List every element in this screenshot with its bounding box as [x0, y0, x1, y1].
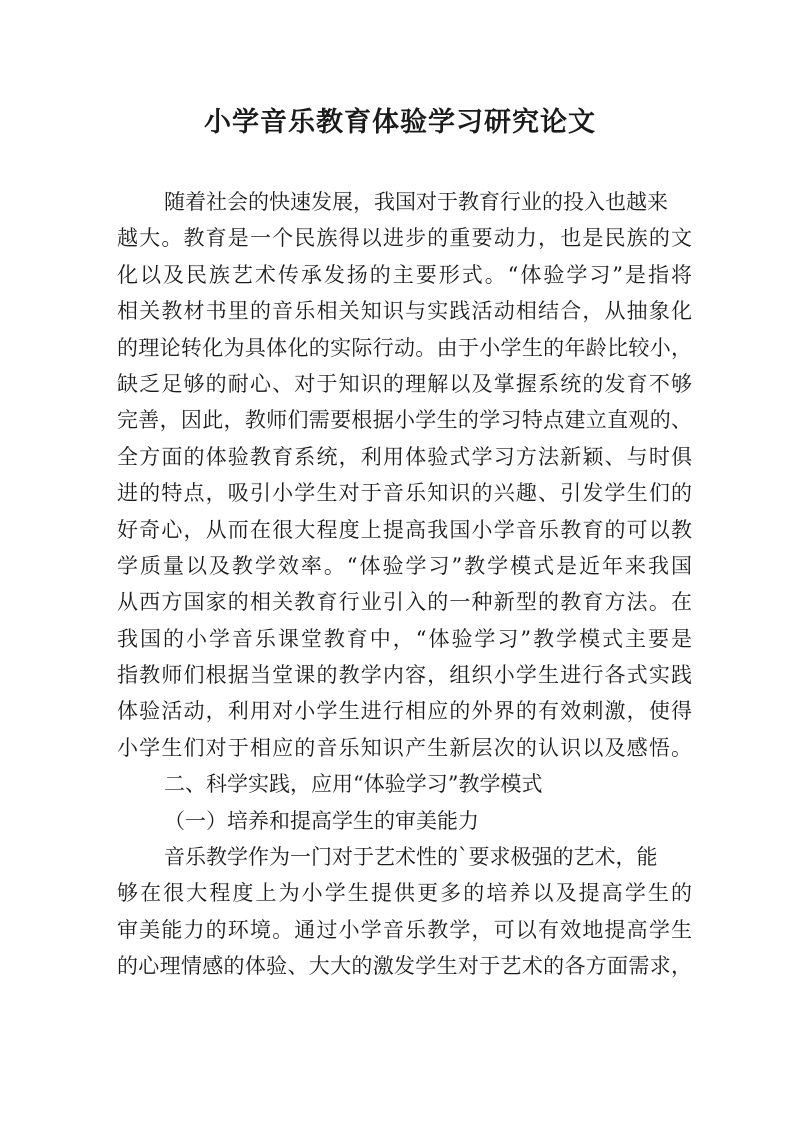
paragraph-line: 够在很大程度上为小学生提供更多的培养以及提高学生的 — [117, 881, 692, 906]
subsection-heading: （一）培养和提高学生的审美能力 — [164, 808, 479, 833]
paragraph-line: 审美能力的环境。通过小学音乐教学，可以有效地提高学生 — [117, 917, 692, 942]
paragraph-line: 音乐教学作为一门对于艺术性的`要求极强的艺术，能 — [164, 845, 658, 870]
paragraph-line: 体验活动，利用对小学生进行相应的外界的有效刺激，使得 — [117, 699, 692, 724]
paragraph-line: 我国的小学音乐课堂教育中，“体验学习”教学模式主要是 — [117, 626, 692, 651]
section-heading: 二、科学实践，应用“体验学习”教学模式 — [164, 772, 543, 797]
paragraph-line: 的心理情感的体验、大大的激发学生对于艺术的各方面需求， — [117, 954, 692, 979]
paragraph-line: 好奇心，从而在很大程度上提高我国小学音乐教育的可以教 — [117, 517, 692, 542]
paragraph-line: 学质量以及教学效率。“体验学习”教学模式是近年来我国 — [117, 553, 692, 578]
paragraph-line: 化以及民族艺术传承发扬的主要形式。“体验学习”是指将 — [117, 262, 692, 287]
paragraph-line: 指教师们根据当堂课的教学内容，组织小学生进行各式实践 — [117, 663, 692, 688]
paragraph-line: 完善，因此，教师们需要根据小学生的学习特点建立直观的、 — [117, 408, 692, 433]
paragraph-line: 进的特点，吸引小学生对于音乐知识的兴趣、引发学生们的 — [117, 481, 692, 506]
document-title: 小学音乐教育体验学习研究论文 — [204, 107, 596, 138]
paragraph-line: 相关教材书里的音乐相关知识与实践活动相结合，从抽象化 — [117, 299, 692, 324]
paragraph-line: 从西方国家的相关教育行业引入的一种新型的教育方法。在 — [117, 590, 692, 615]
paragraph-line: 的理论转化为具体化的实际行动。由于小学生的年龄比较小， — [117, 335, 692, 360]
paragraph-line: 缺乏足够的耐心、对于知识的理解以及掌握系统的发育不够 — [117, 371, 692, 396]
paragraph-line: 越大。教育是一个民族得以进步的重要动力，也是民族的文 — [117, 226, 692, 251]
document-body — [117, 184, 692, 985]
paragraph-line: 全方面的体验教育系统，利用体验式学习方法新颖、与时俱 — [117, 444, 692, 469]
paragraph-line: 随着社会的快速发展，我国对于教育行业的投入也越来 — [164, 190, 668, 214]
paragraph-line: 小学生们对于相应的音乐知识产生新层次的认识以及感悟。 — [117, 735, 692, 760]
